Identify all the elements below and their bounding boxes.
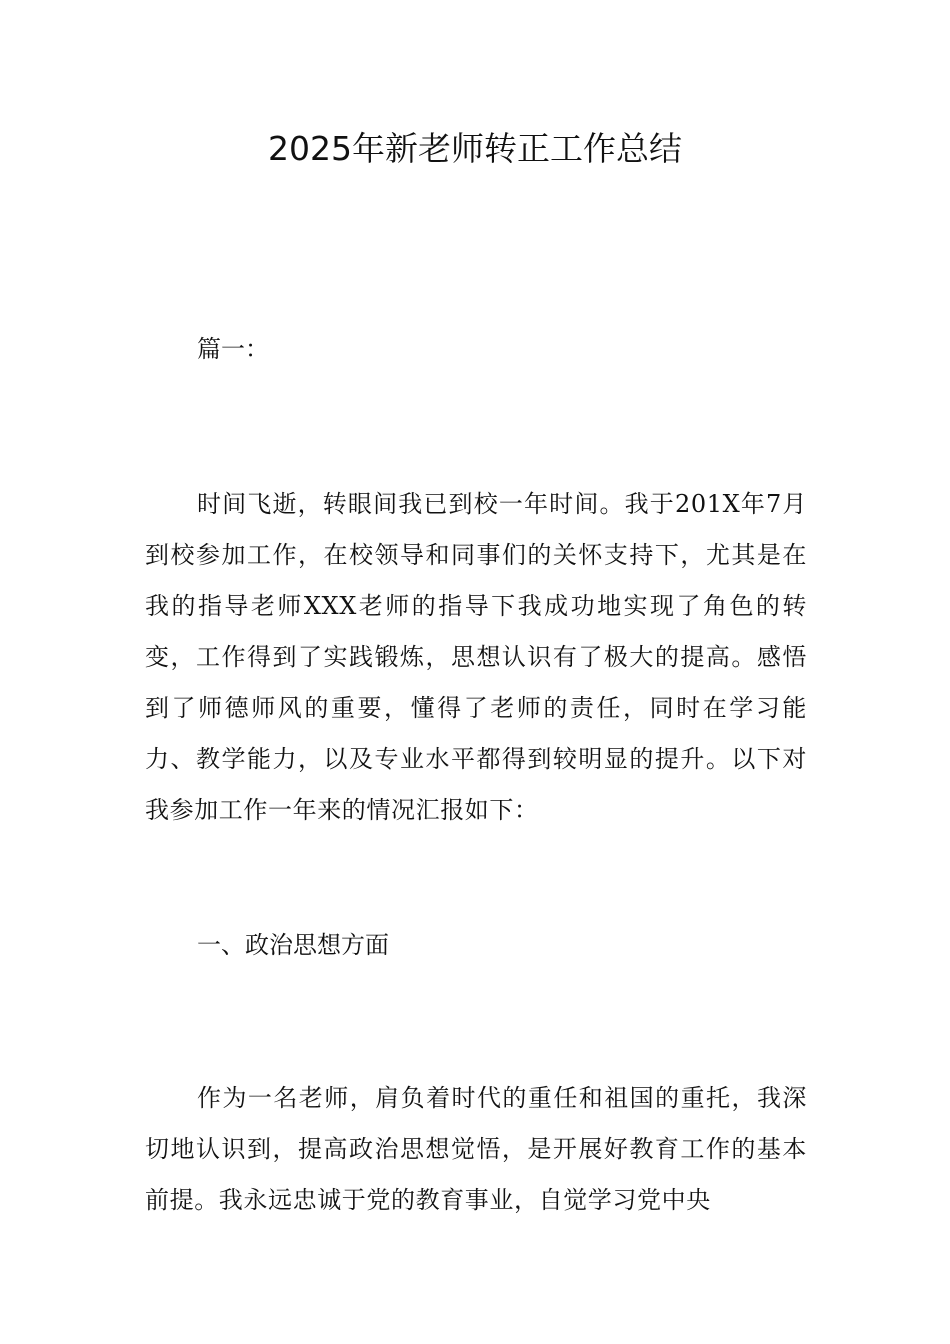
section-heading-political: 一、政治思想方面 (197, 931, 389, 959)
document-title: 2025年新老师转正工作总结 (268, 129, 682, 168)
paragraph-intro: 时间飞逝，转眼间我已到校一年时间。我于201X年7月到校参加工作，在校领导和同事们的关怀支持下，尤其是在我的指导老师XXX老师的指导下我成功地实现了角色的转变，工作得到了实践锻炼，思想认识有了极大的提高。感悟到了师德师风的重要，懂得了老师的责任，同时在学习能力、教学能力，以及专业水平都得到较明显的提升。以下对我参加工作一年来的情况汇报如下： (145, 490, 807, 824)
paragraph-political: 作为一名老师，肩负着时代的重任和祖国的重托，我深切地认识到，提高政治思想觉悟，是开展好教育工作的基本前提。我永远忠诚于党的教育事业，自觉学习党中央 (145, 1084, 807, 1214)
section-label: 篇一： (197, 335, 269, 363)
